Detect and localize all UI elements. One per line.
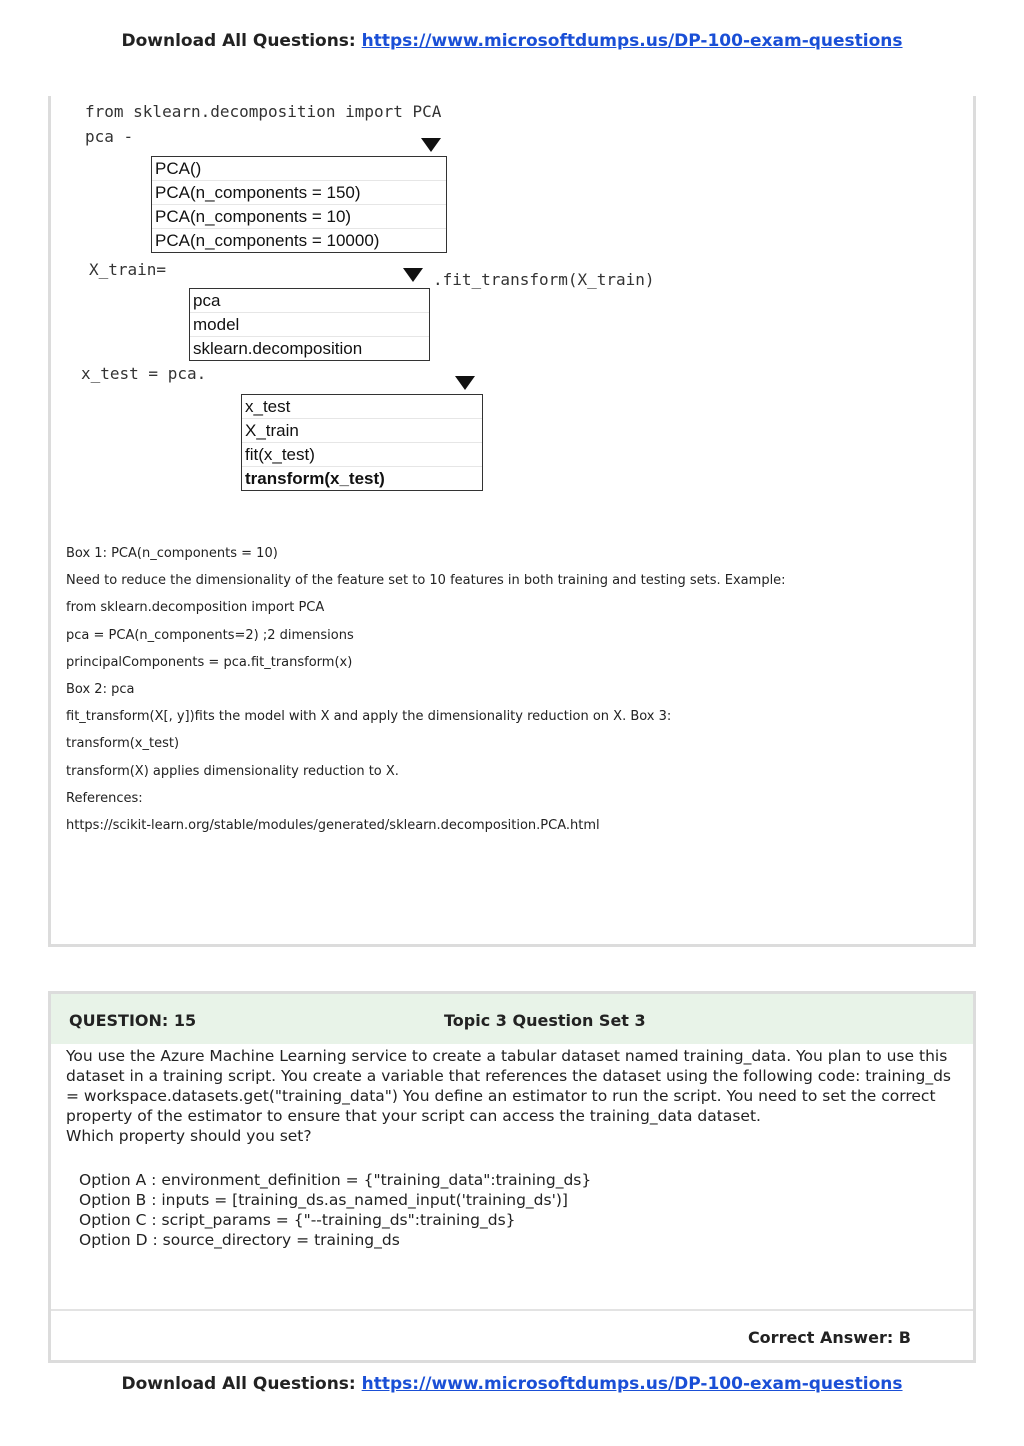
download-link[interactable]: https://www.microsoftdumps.us/DP-100-exam-questions — [361, 31, 903, 51]
explanation-line: fit_transform(X[, y])fits the model with X and apply the dimensionality reduction on X. Box 3: — [66, 709, 672, 725]
dropdown-option[interactable]: PCA() — [152, 157, 446, 181]
dropdown-option[interactable]: transform(x_test) — [245, 469, 385, 488]
dropdown-arrow-icon[interactable] — [455, 376, 475, 390]
dropdown-option[interactable]: x_test — [242, 395, 482, 419]
code-line-pca: pca - — [85, 127, 134, 146]
question-prompt: Which property should you set? — [66, 1127, 312, 1145]
dropdown-box-3[interactable] — [241, 394, 483, 491]
explanation-line: Box 2: pca — [66, 681, 135, 697]
download-label: Download All Questions: — [121, 31, 356, 51]
option-a[interactable]: Option A : environment_definition = {"training_data":training_ds} — [79, 1171, 592, 1189]
dropdown-option[interactable]: X_train — [242, 419, 482, 443]
download-label: Download All Questions: — [121, 1374, 356, 1394]
code-line-import: from sklearn.decomposition import PCA — [85, 102, 442, 121]
dropdown-option[interactable]: pca — [190, 289, 429, 313]
option-c[interactable]: Option C : script_params = {"--training_ds":training_ds} — [79, 1211, 516, 1229]
dropdown-option[interactable]: PCA(n_components = 10000) — [155, 231, 380, 250]
dropdown-option[interactable]: fit(x_test) — [242, 443, 482, 467]
divider — [51, 1309, 973, 1311]
question-body: You use the Azure Machine Learning service to create a tabular dataset named training_data. You plan to use this dataset in a training script. You create a variable that references the dataset using the following code: training_ds = workspace.datasets.get("training_data") You define an estimator to run the script. You need to set the correct property of the estimator to ensure that your script can access the training_data dataset. — [66, 1047, 952, 1125]
explanation-line: References: — [66, 790, 143, 806]
question-panel — [48, 991, 976, 1363]
download-banner-bottom — [0, 1374, 1024, 1394]
option-b[interactable]: Option B : inputs = [training_ds.as_named_input('training_ds')] — [79, 1191, 568, 1209]
explanation-line: Need to reduce the dimensionality of the feature set to 10 features in both training and testing sets. Example: — [66, 573, 786, 589]
dropdown-option[interactable]: model — [190, 313, 429, 337]
code-line-xtest: x_test = pca. — [81, 364, 207, 383]
question-topic: Topic 3 Question Set 3 — [444, 1011, 646, 1030]
question-header — [51, 994, 973, 1044]
dropdown-box-2[interactable] — [189, 288, 430, 361]
question-text — [66, 1046, 956, 1146]
explanation-line: Box 1: PCA(n_components = 10) — [66, 546, 278, 561]
question-number: QUESTION: 15 — [69, 1011, 197, 1030]
explanation-text — [66, 545, 946, 844]
download-banner-top — [0, 31, 1024, 51]
dropdown-option[interactable]: PCA(n_components = 10) — [152, 205, 446, 229]
dropdown-option[interactable]: PCA(n_components = 150) — [152, 181, 446, 205]
dropdown-box-1[interactable] — [151, 156, 447, 253]
explanation-line: principalComponents = pca.fit_transform(x) — [66, 654, 353, 670]
download-link[interactable]: https://www.microsoftdumps.us/DP-100-exam-questions — [361, 1374, 903, 1394]
reference-link[interactable]: https://scikit-learn.org/stable/modules/generated/sklearn.decomposition.PCA.html — [66, 817, 600, 833]
explanation-line: transform(X) applies dimensionality reduction to X. — [66, 763, 399, 779]
dropdown-arrow-icon[interactable] — [403, 268, 423, 282]
code-figure — [81, 96, 741, 506]
explanation-line: from sklearn.decomposition import PCA — [66, 600, 325, 616]
dropdown-arrow-icon[interactable] — [421, 138, 441, 152]
code-line-fit-transform: .fit_transform(X_train) — [433, 270, 655, 289]
option-d[interactable]: Option D : source_directory = training_ds — [79, 1231, 400, 1249]
answer-options — [79, 1170, 591, 1250]
explanation-line: transform(x_test) — [66, 736, 180, 752]
correct-answer: Correct Answer: B — [747, 1328, 911, 1347]
dropdown-option[interactable]: sklearn.decomposition — [193, 339, 363, 358]
code-line-xtrain: X_train= — [89, 260, 167, 279]
explanation-line: pca = PCA(n_components=2) ;2 dimensions — [66, 627, 354, 643]
